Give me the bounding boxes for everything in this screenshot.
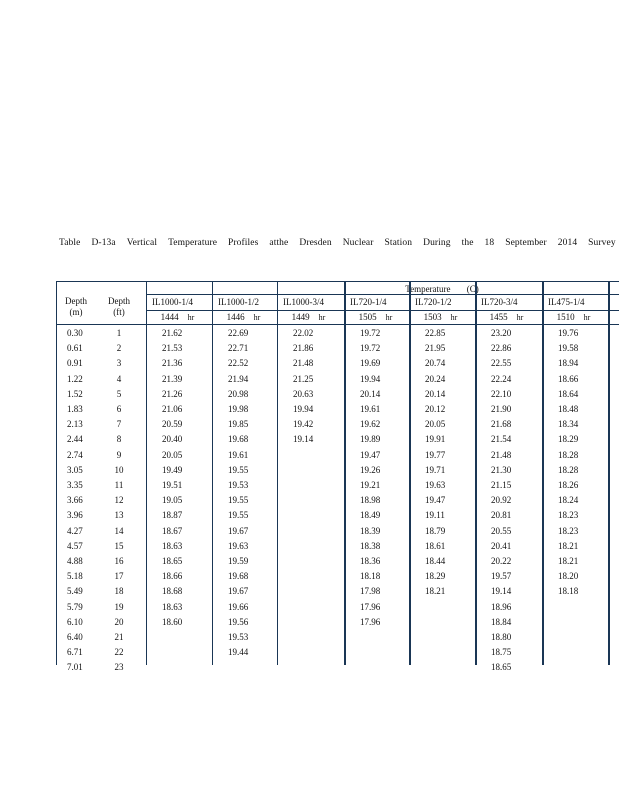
temperature-cell: 19.47 bbox=[425, 495, 446, 506]
caption-word: 18 bbox=[484, 238, 495, 248]
temperature-cell: 18.67 bbox=[162, 525, 183, 536]
station-name: IL1000-1/2 bbox=[218, 297, 259, 307]
depth-m-cell: 1.83 bbox=[67, 404, 83, 414]
temperature-cell: 19.71 bbox=[425, 464, 446, 475]
caption-word: Dresden bbox=[299, 238, 332, 248]
depth-ft-cell: 1 bbox=[116, 328, 122, 338]
temperature-cell: 19.89 bbox=[360, 434, 381, 445]
caption-word: Table bbox=[59, 238, 81, 248]
temperature-cell: 18.98 bbox=[360, 495, 381, 506]
temperature-cell: 20.05 bbox=[425, 419, 446, 430]
temperature-cell: 19.53 bbox=[228, 480, 249, 490]
station-time-unit: hr bbox=[318, 313, 326, 322]
temperature-cell: 21.48 bbox=[293, 358, 314, 369]
temperature-cell: 19.56 bbox=[228, 616, 249, 627]
depth-m-cell: 0.91 bbox=[67, 358, 83, 369]
station-time-value: 1444 bbox=[160, 312, 179, 322]
temperature-cell: 21.06 bbox=[162, 404, 183, 414]
depth-m-cell: 4.88 bbox=[67, 556, 83, 566]
depth-ft-cell: 9 bbox=[116, 449, 122, 460]
temperature-cell: 18.79 bbox=[425, 525, 446, 536]
temperature-cell: 19.57 bbox=[491, 571, 512, 582]
temperature-cell: 20.22 bbox=[491, 556, 512, 566]
temperature-cell: 20.24 bbox=[425, 373, 446, 384]
caption-word: D-13a bbox=[91, 238, 116, 248]
temperature-cell: 21.30 bbox=[491, 464, 512, 475]
depth-m-cell: 3.96 bbox=[67, 510, 83, 521]
depth-ft-cell: 5 bbox=[116, 388, 122, 399]
temperature-cell: 21.90 bbox=[491, 404, 512, 414]
depth-ft-cell: 3 bbox=[116, 358, 122, 369]
temperature-cell: 18.65 bbox=[162, 556, 183, 566]
depth-ft-cell: 15 bbox=[114, 540, 124, 551]
temperature-cell: 22.24 bbox=[491, 373, 512, 384]
depth-ft-cell: 2 bbox=[116, 343, 122, 354]
temperature-cell: 18.36 bbox=[360, 556, 381, 566]
station-time-value: 1449 bbox=[291, 312, 310, 322]
temperature-cell: 18.21 bbox=[558, 556, 579, 566]
temperature-cell: 19.98 bbox=[228, 404, 249, 414]
temperature-cell: 19.21 bbox=[360, 480, 381, 490]
depth-m-cell: 2.13 bbox=[67, 419, 83, 430]
depth-ft-cell: 11 bbox=[114, 480, 124, 490]
depth-m-cell: 3.35 bbox=[67, 480, 83, 490]
temperature-cell: 19.85 bbox=[228, 419, 249, 430]
temperature-cell: 22.86 bbox=[491, 343, 512, 354]
depth-m-unit: (m) bbox=[69, 307, 83, 317]
temperature-cell: 19.05 bbox=[162, 495, 183, 506]
temperature-cell: 18.20 bbox=[558, 571, 579, 582]
temperature-cell: 18.48 bbox=[558, 404, 579, 414]
temperature-cell: 19.58 bbox=[558, 343, 579, 354]
depth-m-cell: 0.30 bbox=[67, 328, 83, 338]
depth-ft-cell: 22 bbox=[114, 647, 124, 658]
temperature-cell: 18.18 bbox=[558, 586, 579, 597]
temperature-cell: 21.68 bbox=[491, 419, 512, 430]
caption-word: the bbox=[461, 238, 474, 248]
temperature-cell: 19.66 bbox=[228, 601, 249, 612]
temperature-cell: 19.14 bbox=[293, 434, 314, 445]
temperature-cell: 21.94 bbox=[228, 373, 249, 384]
temperature-unit: (C) bbox=[466, 284, 479, 294]
depth-ft-cell: 10 bbox=[114, 464, 124, 475]
caption-word: During bbox=[423, 238, 451, 248]
temperature-cell: 18.65 bbox=[491, 662, 512, 673]
temperature-cell: 19.94 bbox=[360, 373, 381, 384]
temperature-cell: 19.68 bbox=[228, 571, 249, 582]
temperature-cell: 18.29 bbox=[558, 434, 579, 445]
depth-ft-cell: 18 bbox=[114, 586, 124, 597]
temperature-cell: 19.62 bbox=[360, 419, 381, 430]
temperature-cell: 18.94 bbox=[558, 358, 579, 369]
temperature-cell: 18.23 bbox=[558, 510, 579, 521]
station-time bbox=[214, 312, 273, 323]
temperature-cell: 17.96 bbox=[360, 601, 381, 612]
temperature-cell: 20.81 bbox=[491, 510, 512, 521]
temperature-cell: 19.14 bbox=[491, 586, 512, 597]
temperature-cell: 19.44 bbox=[228, 647, 249, 658]
depth-m-cell: 7.01 bbox=[67, 662, 83, 673]
column-divider bbox=[409, 282, 411, 665]
temperature-cell: 19.69 bbox=[360, 358, 381, 369]
station-time-value: 1446 bbox=[226, 312, 245, 322]
depth-m-header bbox=[61, 296, 91, 318]
temperature-cell: 18.18 bbox=[360, 571, 381, 582]
temperature-cell: 20.05 bbox=[162, 449, 183, 460]
depth-m-cell: 5.79 bbox=[67, 601, 83, 612]
depth-ft-cell: 16 bbox=[114, 556, 124, 566]
table-caption bbox=[59, 238, 616, 248]
temperature-cell: 19.68 bbox=[228, 434, 249, 445]
depth-m-cell: 6.40 bbox=[67, 632, 83, 642]
caption-word: Survey bbox=[588, 238, 616, 248]
temperature-cell: 20.98 bbox=[228, 388, 249, 399]
depth-ft-cell: 14 bbox=[114, 525, 124, 536]
depth-ft-cell: 20 bbox=[114, 616, 124, 627]
station-time-unit: hr bbox=[583, 313, 591, 322]
temperature-cell: 18.44 bbox=[425, 556, 446, 566]
column-divider bbox=[277, 282, 278, 665]
temperature-cell: 20.40 bbox=[162, 434, 183, 445]
temperature-cell: 18.60 bbox=[162, 616, 183, 627]
temperature-cell: 18.87 bbox=[162, 510, 183, 521]
depth-m-cell: 1.22 bbox=[67, 373, 83, 384]
column-divider bbox=[542, 282, 544, 665]
temperature-cell: 19.72 bbox=[360, 343, 381, 354]
station-time-value: 1510 bbox=[556, 312, 575, 322]
temperature-cell: 22.69 bbox=[228, 328, 249, 338]
depth-m-cell: 3.05 bbox=[67, 464, 83, 475]
station-name: IL720-1/2 bbox=[415, 297, 452, 307]
temperature-cell: 23.20 bbox=[491, 328, 512, 338]
temperature-cell: 18.28 bbox=[558, 464, 579, 475]
temperature-cell: 18.75 bbox=[491, 647, 512, 658]
station-time-unit: hr bbox=[516, 313, 524, 322]
temperature-cell: 22.10 bbox=[491, 388, 512, 399]
temperature-cell: 19.55 bbox=[228, 495, 249, 506]
temperature-cell: 18.23 bbox=[558, 525, 579, 536]
station-name: IL720-3/4 bbox=[481, 297, 518, 307]
depth-m-cell: 6.71 bbox=[67, 647, 83, 658]
caption-word: Vertical bbox=[126, 238, 158, 248]
temperature-cell: 19.55 bbox=[228, 464, 249, 475]
temperature-cell: 19.91 bbox=[425, 434, 446, 445]
temperature-table bbox=[56, 281, 619, 673]
temperature-cell: 21.62 bbox=[162, 328, 183, 338]
temperature-cell: 21.54 bbox=[491, 434, 512, 445]
temperature-cell: 17.98 bbox=[360, 586, 381, 597]
temperature-label: Temperature bbox=[405, 284, 451, 294]
temperature-cell: 21.95 bbox=[425, 343, 446, 354]
depth-m-cell: 5.18 bbox=[67, 571, 83, 582]
station-time bbox=[477, 312, 536, 323]
depth-m-cell: 4.57 bbox=[67, 540, 83, 551]
station-time-unit: hr bbox=[385, 313, 393, 322]
caption-word: 2014 bbox=[557, 238, 578, 248]
temperature-cell: 20.12 bbox=[425, 404, 446, 414]
temperature-cell: 19.61 bbox=[228, 449, 249, 460]
temperature-cell: 21.53 bbox=[162, 343, 183, 354]
temperature-cell: 19.94 bbox=[293, 404, 314, 414]
depth-ft-header bbox=[103, 296, 135, 318]
depth-ft-cell: 6 bbox=[116, 404, 122, 414]
temperature-cell: 18.61 bbox=[425, 540, 446, 551]
station-name: IL1000-3/4 bbox=[283, 297, 324, 307]
depth-ft-cell: 17 bbox=[114, 571, 124, 582]
temperature-cell: 18.38 bbox=[360, 540, 381, 551]
temperature-cell: 19.77 bbox=[425, 449, 446, 460]
depth-m-cell: 6.10 bbox=[67, 616, 83, 627]
caption-word: atthe bbox=[269, 238, 289, 248]
temperature-cell: 22.71 bbox=[228, 343, 249, 354]
temperature-cell: 18.21 bbox=[425, 586, 446, 597]
temperature-cell: 18.34 bbox=[558, 419, 579, 430]
temperature-cell: 19.42 bbox=[293, 419, 314, 430]
depth-ft-label: Depth bbox=[108, 296, 130, 306]
header-rule bbox=[57, 324, 619, 325]
station-name: IL1000-1/4 bbox=[152, 297, 193, 307]
depth-ft-cell: 23 bbox=[114, 662, 124, 673]
station-time-unit: hr bbox=[253, 313, 261, 322]
temperature-cell: 20.74 bbox=[425, 358, 446, 369]
station-time bbox=[411, 312, 470, 323]
depth-ft-cell: 4 bbox=[116, 373, 122, 384]
caption-word: Profiles bbox=[228, 238, 259, 248]
temperature-cell: 19.55 bbox=[228, 510, 249, 521]
temperature-cell: 19.51 bbox=[162, 480, 183, 490]
station-time-value: 1505 bbox=[358, 312, 377, 322]
caption-word: Temperature bbox=[168, 238, 218, 248]
depth-m-cell: 3.66 bbox=[67, 495, 83, 506]
temperature-cell: 21.26 bbox=[162, 388, 183, 399]
column-divider bbox=[608, 282, 610, 665]
temperature-cell: 20.14 bbox=[425, 388, 446, 399]
temperature-cell: 18.63 bbox=[162, 540, 183, 551]
temperature-cell: 21.25 bbox=[293, 373, 314, 384]
depth-m-cell: 2.44 bbox=[67, 434, 83, 445]
temperature-cell: 19.47 bbox=[360, 449, 381, 460]
temperature-cell: 21.48 bbox=[491, 449, 512, 460]
temperature-cell: 18.29 bbox=[425, 571, 446, 582]
depth-ft-cell: 12 bbox=[114, 495, 124, 506]
station-time-unit: hr bbox=[450, 313, 458, 322]
temperature-cell: 19.11 bbox=[425, 510, 445, 521]
temperature-cell: 18.68 bbox=[162, 586, 183, 597]
temperature-cell: 18.66 bbox=[162, 571, 183, 582]
temperature-cell: 18.63 bbox=[162, 601, 183, 612]
temperature-cell: 22.52 bbox=[228, 358, 249, 369]
temperature-cell: 19.72 bbox=[360, 328, 381, 338]
depth-m-cell: 1.52 bbox=[67, 388, 83, 399]
depth-ft-cell: 7 bbox=[116, 419, 122, 430]
caption-word: September bbox=[505, 238, 547, 248]
station-time bbox=[346, 312, 405, 323]
station-time bbox=[544, 312, 603, 323]
depth-ft-cell: 21 bbox=[114, 632, 124, 642]
column-divider bbox=[212, 282, 213, 665]
station-time-value: 1455 bbox=[489, 312, 508, 322]
temperature-cell: 22.55 bbox=[491, 358, 512, 369]
depth-m-cell: 5.49 bbox=[67, 586, 83, 597]
temperature-cell: 22.85 bbox=[425, 328, 446, 338]
station-name: IL475-1/4 bbox=[548, 297, 585, 307]
depth-m-label: Depth bbox=[65, 296, 87, 306]
temperature-cell: 21.39 bbox=[162, 373, 183, 384]
temperature-cell: 18.24 bbox=[558, 495, 579, 506]
temperature-cell: 20.92 bbox=[491, 495, 512, 506]
depth-ft-unit: (ft) bbox=[113, 307, 125, 317]
temperature-cell: 20.55 bbox=[491, 525, 512, 536]
temperature-cell: 18.21 bbox=[558, 540, 579, 551]
temperature-cell: 21.15 bbox=[491, 480, 512, 490]
header-rule bbox=[146, 294, 619, 295]
station-time bbox=[279, 312, 338, 323]
temperature-cell: 18.64 bbox=[558, 388, 579, 399]
temperature-cell: 18.84 bbox=[491, 616, 512, 627]
temperature-cell: 19.61 bbox=[360, 404, 381, 414]
header-rule bbox=[146, 310, 619, 311]
temperature-cell: 19.53 bbox=[228, 632, 249, 642]
depth-m-cell: 4.27 bbox=[67, 525, 83, 536]
temperature-cell: 18.80 bbox=[491, 632, 512, 642]
temperature-cell: 18.66 bbox=[558, 373, 579, 384]
temperature-cell: 21.36 bbox=[162, 358, 183, 369]
temperature-cell: 22.02 bbox=[293, 328, 314, 338]
depth-m-cell: 2.74 bbox=[67, 449, 83, 460]
depth-ft-cell: 8 bbox=[116, 434, 122, 445]
caption-word: Station bbox=[384, 238, 413, 248]
temperature-cell: 20.41 bbox=[491, 540, 512, 551]
temperature-cell: 19.26 bbox=[360, 464, 381, 475]
depth-m-cell: 0.61 bbox=[67, 343, 83, 354]
station-name: IL720-1/4 bbox=[350, 297, 387, 307]
column-divider bbox=[344, 282, 346, 665]
caption-word: Nuclear bbox=[342, 238, 374, 248]
column-divider bbox=[475, 282, 477, 665]
temperature-cell: 19.67 bbox=[228, 525, 249, 536]
depth-ft-cell: 19 bbox=[114, 601, 124, 612]
temperature-cell: 20.14 bbox=[360, 388, 381, 399]
temperature-cell: 19.59 bbox=[228, 556, 249, 566]
temperature-cell: 19.63 bbox=[228, 540, 249, 551]
temperature-cell: 18.28 bbox=[558, 449, 579, 460]
temperature-cell: 19.76 bbox=[558, 328, 579, 338]
temperature-cell: 18.49 bbox=[360, 510, 381, 521]
column-divider bbox=[146, 282, 147, 665]
station-time-value: 1503 bbox=[423, 312, 442, 322]
temperature-cell: 19.63 bbox=[425, 480, 446, 490]
station-time-unit: hr bbox=[187, 313, 195, 322]
temperature-cell: 19.49 bbox=[162, 464, 183, 475]
temperature-cell: 20.59 bbox=[162, 419, 183, 430]
temperature-cell: 18.96 bbox=[491, 601, 512, 612]
temperature-cell: 17.96 bbox=[360, 616, 381, 627]
depth-ft-cell: 13 bbox=[114, 510, 124, 521]
temperature-cell: 21.86 bbox=[293, 343, 314, 354]
temperature-cell: 18.26 bbox=[558, 480, 579, 490]
temperature-cell: 18.39 bbox=[360, 525, 381, 536]
station-time bbox=[148, 312, 207, 323]
temperature-cell: 20.63 bbox=[293, 388, 314, 399]
temperature-cell: 19.67 bbox=[228, 586, 249, 597]
